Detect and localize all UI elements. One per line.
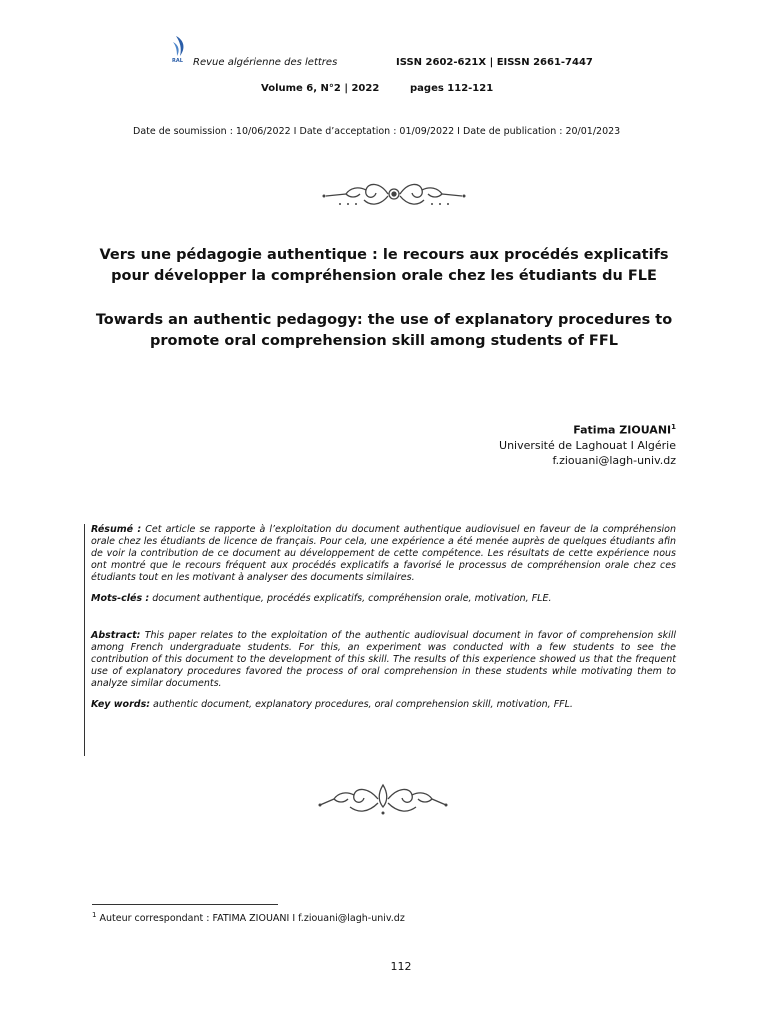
resume-text: Cet article se rapporte à l’exploitation du document authentique audiovisuel en faveur de la compréhension orale chez les étudiants de licence de français. Pour cela, une expérience a été menée auprès de quelques étudiants afin de voir la contribution de ce document au développement de cette compétence. Les résultats de cette expérience nous ont montré que le recours fréquent aux procédés explicatifs a favorisé le processus de compréhension orale chez ces étudiants tout en les motivant à analyser des documents similaires.	[91, 524, 677, 583]
title-french-line-2: pour développer la compréhension orale chez les étudiants du FLE	[111, 268, 657, 284]
footnote-divider	[92, 904, 278, 905]
resume-label: Résumé :	[91, 524, 142, 535]
title-english	[84, 310, 684, 352]
key-words-text: authentic document, explanatory procedures, oral comprehension skill, motivation, FFL.	[150, 699, 573, 710]
mots-cles-paragraph	[91, 593, 676, 605]
title-french	[84, 245, 684, 287]
ornament-divider	[320, 176, 468, 214]
spacer	[91, 614, 676, 630]
footnote-mark: 1	[92, 911, 97, 919]
title-english-line-2: promote oral comprehension skill among students of FFL	[150, 333, 618, 349]
ornament-divider-bottom	[318, 779, 448, 819]
abstract-label: Abstract:	[91, 630, 141, 641]
title-english-line-1: Towards an authentic pedagogy: the use of explanatory procedures to	[95, 312, 673, 328]
mots-cles-label: Mots-clés :	[91, 593, 150, 604]
journal-pages: pages 112-121	[410, 83, 494, 94]
mots-cles-text: document authentique, procédés explicatifs, compréhension orale, motivation, FLE.	[149, 593, 552, 604]
author-block	[499, 420, 676, 468]
author-email: f.ziouani@lagh-univ.dz	[552, 453, 676, 467]
logo-text: RAL	[172, 58, 183, 64]
author-affiliation: Université de Laghouat I Algérie	[499, 438, 676, 452]
abstract-block	[84, 524, 676, 756]
journal-logo	[168, 34, 192, 66]
submission-dates: Date de soumission : 10/06/2022 I Date d’acceptation : 01/09/2022 I Date de publication : 20/01/2023	[133, 126, 621, 137]
journal-name: Revue algérienne des lettres	[193, 57, 338, 68]
author-name-line	[499, 420, 676, 438]
abstract-text: This paper relates to the exploitation of the authentic audiovisual document in favor of comprehension skill among French undergraduate students. For this, an experiment was conducted with a few students to see the contribution of this document to the development of this skill. The results of this experience showed us that the frequent use of explanatory procedures favored the process of oral comprehension in these students while motivating them to analyze similar documents.	[91, 630, 676, 689]
journal-issn: ISSN 2602-621X | EISSN 2661-7447	[396, 57, 593, 68]
journal-volume: Volume 6, N°2 | 2022	[261, 83, 380, 94]
abstract-paragraph	[91, 630, 676, 690]
key-words-paragraph	[91, 699, 676, 711]
resume-paragraph	[91, 524, 676, 584]
footnote	[92, 911, 405, 924]
page-number: 112	[390, 960, 412, 973]
author-name: Fatima ZIOUANI	[573, 423, 672, 437]
footnote-text: Auteur correspondant : FATIMA ZIOUANI I f.ziouani@lagh-univ.dz	[96, 913, 405, 925]
author-footnote-mark: 1	[671, 423, 676, 431]
title-french-line-1: Vers une pédagogie authentique : le recours aux procédés explicatifs	[99, 247, 669, 263]
key-words-label: Key words:	[91, 699, 151, 710]
